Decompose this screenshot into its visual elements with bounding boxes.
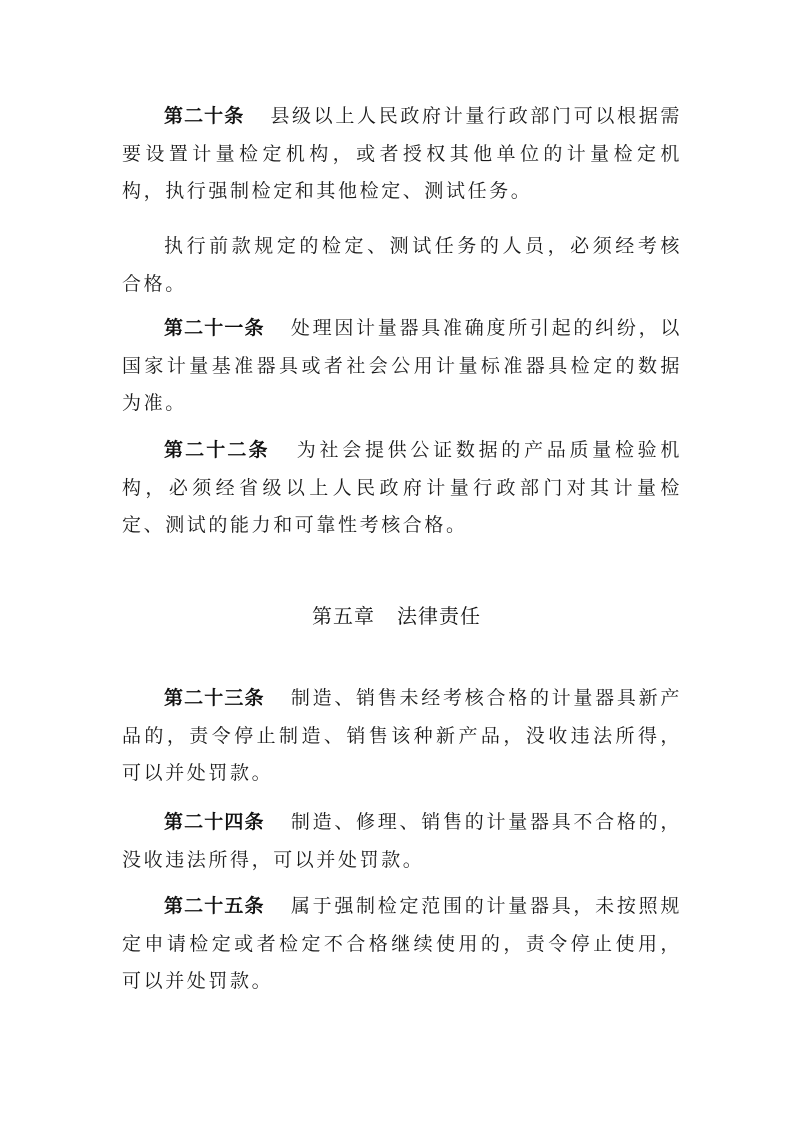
article-21 (122, 310, 682, 423)
article-label: 第二十一条 (164, 317, 265, 339)
article-25 (122, 888, 682, 1001)
article-text: 处理因计量器具准确度所引起的纠纷，以国家计量基准器具或者社会公用计量标准器具检定的数据为准。 (122, 317, 682, 414)
article-20-paragraph-2 (122, 228, 682, 303)
article-label: 第二十三条 (164, 687, 265, 709)
article-23 (122, 680, 682, 793)
article-label: 第二十五条 (164, 895, 265, 917)
article-text: 属于强制检定范围的计量器具，未按照规定申请检定或者检定不合格继续使用的，责令停止使用，可以并处罚款。 (122, 895, 682, 992)
article-24 (122, 804, 682, 879)
article-label: 第二十二条 (164, 439, 270, 461)
article-22 (122, 432, 682, 545)
chapter-number: 第五章 (312, 604, 375, 628)
article-text: 为社会提供公证数据的产品质量检验机构，必须经省级以上人民政府计量行政部门对其计量检定、测试的能力和可靠性考核合格。 (122, 439, 682, 536)
article-text: 县级以上人民政府计量行政部门可以根据需要设置计量检定机构，或者授权其他单位的计量检定机构，执行强制检定和其他检定、测试任务。 (122, 105, 682, 202)
article-text: 执行前款规定的检定、测试任务的人员，必须经考核合格。 (122, 235, 682, 295)
article-label: 第二十条 (164, 105, 245, 127)
article-label: 第二十四条 (164, 811, 265, 833)
chapter-heading (0, 598, 793, 635)
article-20 (122, 98, 682, 211)
article-text: 制造、修理、销售的计量器具不合格的，没收违法所得，可以并处罚款。 (122, 811, 682, 871)
chapter-title: 法律责任 (397, 604, 481, 628)
article-text: 制造、销售未经考核合格的计量器具新产品的，责令停止制造、销售该种新产品，没收违法所得，可以并处罚款。 (122, 687, 682, 784)
